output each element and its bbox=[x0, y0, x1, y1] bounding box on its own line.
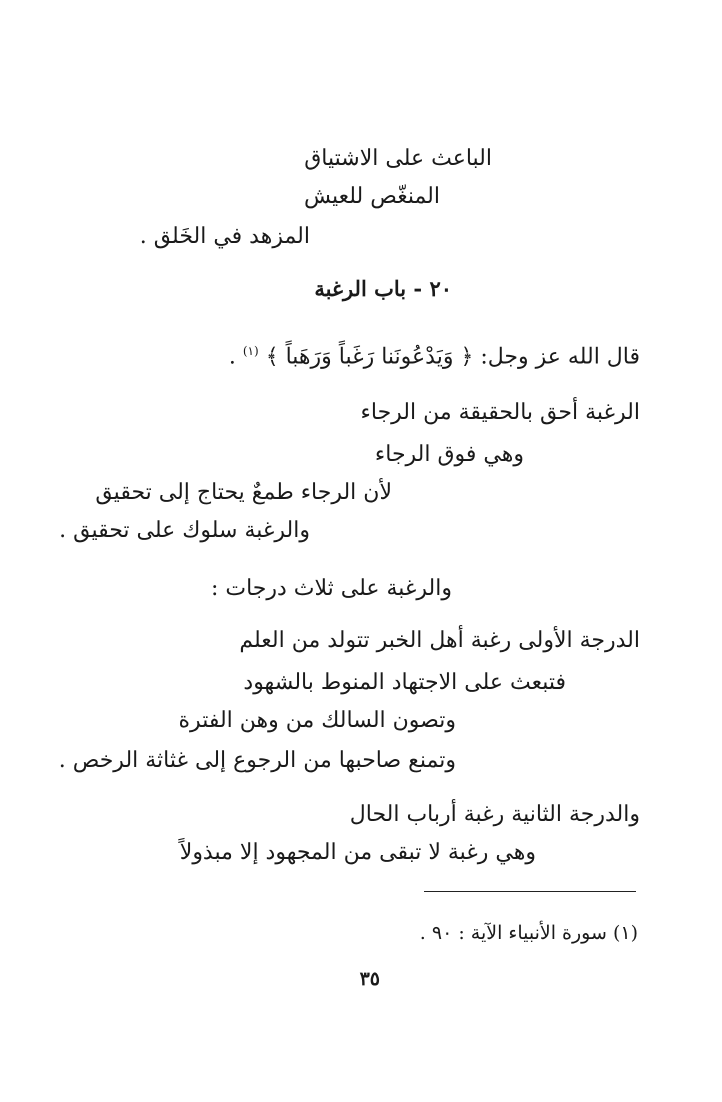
quran-quote-line bbox=[229, 336, 640, 372]
text-line: وتصون السالك من وهن الفترة bbox=[178, 708, 456, 733]
text-line: لأن الرجاء طمعٌ يحتاج إلى تحقيق bbox=[95, 480, 392, 505]
text-line: المنغّص للعيش bbox=[303, 184, 440, 209]
text-line: والرغبة سلوك على تحقيق . bbox=[59, 518, 310, 543]
text-line: الباعث على الاشتياق bbox=[304, 146, 492, 171]
quran-end: . bbox=[228, 344, 236, 370]
text-line: المزهد في الخَلق . bbox=[139, 224, 310, 249]
footnote: (١) سورة الأنبياء الآية : ٩٠ . bbox=[419, 922, 638, 944]
quran-verse: ﴿ وَيَدْعُونَنا رَغَباً وَرَهَباً ﴾ bbox=[265, 344, 474, 370]
chapter-heading: ٢٠ - باب الرغبة bbox=[314, 276, 452, 301]
page-number: ٣٥ bbox=[359, 968, 380, 990]
text-line: فتبعث على الاجتهاد المنوط بالشهود bbox=[243, 670, 566, 695]
text-line: الرغبة أحق بالحقيقة من الرجاء bbox=[360, 400, 640, 425]
quran-intro: قال الله عز وجل: bbox=[480, 344, 640, 370]
text-line: والرغبة على ثلاث درجات : bbox=[210, 576, 452, 601]
text-line: والدرجة الثانية رغبة أرباب الحال bbox=[349, 802, 640, 827]
footnote-divider bbox=[424, 891, 636, 892]
text-line: الدرجة الأولى رغبة أهل الخبر تتولد من العلم bbox=[239, 628, 640, 653]
text-line: وهي رغبة لا تبقى من المجهود إلا مبذولاً bbox=[179, 840, 536, 865]
footnote-marker: (١) bbox=[242, 344, 259, 358]
text-line: وهي فوق الرجاء bbox=[374, 442, 524, 467]
text-line: وتمنع صاحبها من الرجوع إلى غثاثة الرخص . bbox=[58, 748, 456, 773]
